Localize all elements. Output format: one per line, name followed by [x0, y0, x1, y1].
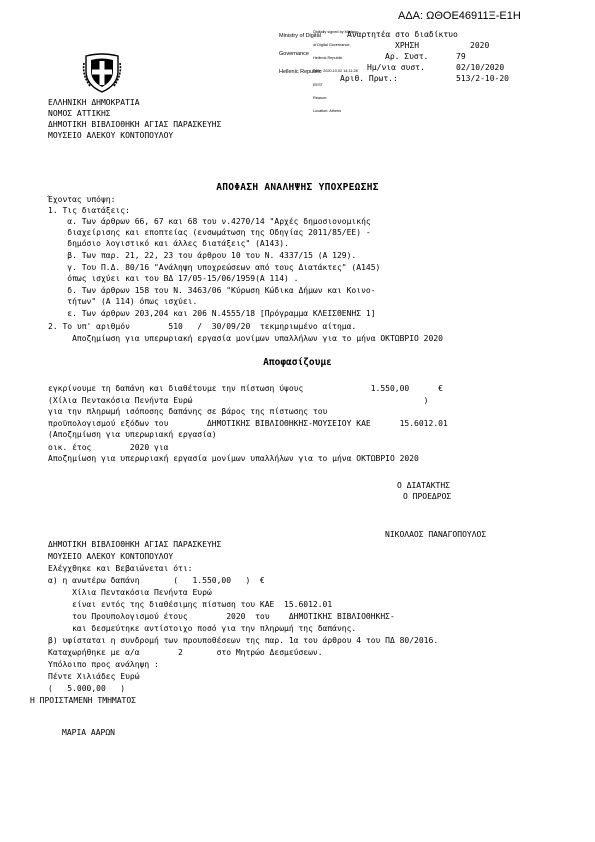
consideration-line: διαχείρισης και εποπτείας (ενσωμάτωση της Οδηγίας 2011/85/ΕΕ) -: [48, 228, 371, 237]
authority-line: Ο ΔΙΑΤΑΚΤΗΣ: [397, 481, 450, 490]
signature-detail: Location: Athens: [313, 109, 342, 114]
consideration-line: 2. Το υπ' αριθμόν 510 / 30/09/20 τεκμηριωμένο αίτημα.: [48, 322, 357, 331]
head-title: Η ΠΡΟΙΣΤΑΜΕΝΗ ΤΜΗΜΑΤΟΣ: [30, 696, 136, 705]
coat-of-arms-emblem: [82, 53, 122, 93]
verification-line: του Προυπολογισμού έτους 2020 του ΔΗΜΟΤΙΚΗΣ ΒΙΒΛΙΟΘΗΚΗΣ-: [48, 612, 395, 621]
consideration-line: α. Των άρθρων 66, 67 και 68 του ν.4270/14 "Αρχές δημοσιονομικής: [48, 217, 371, 226]
consideration-line: β. Των παρ. 21, 22, 23 του άρθρου 10 του Ν. 4337/15 (Α 129).: [48, 251, 357, 260]
signature-detail: Reason:: [313, 95, 328, 100]
decision-line: οικ. έτος 2020 για: [48, 443, 169, 452]
decision-line: εγκρίνουμε τη δαπάνη και διαθέτουμε την πίστωση ύψους 1.550,00 €: [48, 384, 443, 393]
ref-value: 79: [456, 52, 466, 61]
authority-line: Ο ΠΡΟΕΔΡΟΣ: [403, 492, 452, 501]
consideration-line: όπως ισχύει και του ΒΔ 17/05-15/06/1959(Α 114) .: [48, 274, 299, 283]
verification-line: Καταχωρήθηκε με α/α 2 στο Μητρώο Δεσμεύσεων.: [48, 648, 323, 657]
consideration-line: γ. Του Π.Δ. 80/16 "Ανάληψη υποχρεώσεων από τους Διατάκτες" (Α145): [48, 263, 381, 272]
document-title: ΑΠΟΦΑΣΗ ΑΝΑΛΗΨΗΣ ΥΠΟΧΡΕΩΣΗΣ: [216, 182, 379, 193]
issuer-line: ΔΗΜΟΤΙΚΗ ΒΙΒΛΙΟΘΗΚΗ ΑΓΙΑΣ ΠΑΡΑΣΚΕΥΗΣ: [48, 120, 222, 129]
decision-line: προϋπολογισμού εξόδων του ΔΗΜΟΤΙΚΗΣ ΒΙΒΛΙΟΘΗΚΗΣ-ΜΟΥΣΕΙΟΥ ΚΑΕ 15.6012.01: [48, 419, 448, 428]
signature-detail: Hellenic Republic: [313, 56, 343, 61]
protocol-label: Αριθ. Πρωτ.:: [340, 74, 398, 83]
decision-line: Αποζημίωση για υπερωριακή εργασία μονίμων υπαλλήλων για το μήνα ΟΚΤΩΒΡΙΟ 2020: [48, 454, 419, 463]
posted-note: Αναρτητέα στο διαδίκτυο: [347, 30, 458, 39]
signature-detail: of Digital Governance,: [313, 43, 351, 48]
verification-line: είναι εντός της διαθέσιμης πίστωση του ΚΑΕ 15.6012.01: [48, 600, 333, 609]
verification-line: και δεσμεύτηκε αντίστοιχο ποσό για την πληρωμή της δαπάνης.: [48, 624, 357, 633]
ref-label: Αρ. Συστ.: [385, 52, 429, 61]
head-name: ΜΑΡΙΑ ΑΑΡΩΝ: [62, 728, 115, 737]
verification-line: Υπόλοιπο προς ανάληψη :: [48, 660, 159, 669]
signature-detail: Digitally signed by Ministry: [313, 29, 358, 34]
verification-line: β) υφίσταται η συνδρομή των προυποθέσεων της παρ. 1α του άρθρου 4 του ΠΔ 80/2016.: [48, 636, 439, 645]
consideration-line: τήτων" (Α 114) όπως ισχύει.: [48, 297, 198, 306]
signature-line: Hellenic Republic: [279, 69, 322, 75]
consideration-line: δ. Των άρθρων 158 του Ν. 3463/06 "Κύρωση Κώδικα Δήμων και Κοινο-: [48, 286, 376, 295]
verification-line: Ελέγχθηκε και Βεβαιώνεται ότι:: [48, 564, 193, 573]
verification-line: ΔΗΜΟΤΙΚΗ ΒΙΒΛΙΟΘΗΚΗ ΑΓΙΑΣ ΠΑΡΑΣΚΕΥΗΣ: [48, 540, 222, 549]
decision-line: (Αποζημίωση για υπερωριακή εργασία): [48, 430, 217, 439]
signature-detail: Date: 2020.10.02 14:11:28: [313, 69, 358, 74]
year-label: ΧΡΗΣΗ: [395, 41, 420, 50]
consideration-line: 1. Τις διατάξεις:: [48, 206, 130, 215]
issuer-line: ΝΟΜΟΣ ΑΤΤΙΚΗΣ: [48, 109, 111, 118]
issuer-line: ΜΟΥΣΕΙΟ ΑΛΕΚΟΥ ΚΟΝΤΟΠΟΥΛΟΥ: [48, 131, 174, 140]
signature-line: Ministry of Digital: [279, 33, 321, 39]
consideration-line: Έχοντας υπόψη:: [48, 195, 116, 204]
consideration-line: Αποζημίωση για υπερωριακή εργασία μονίμων υπαλλήλων για το μήνα ΟΚΤΩΒΡΙΟ 2020: [48, 334, 443, 343]
signature-line: Governance: [279, 51, 309, 57]
verification-line: α) η ανωτέρω δαπάνη ( 1.550,00 ) €: [48, 576, 265, 585]
verification-line: ( 5.000,00 ): [48, 684, 126, 693]
date-label: Ημ/νια συστ.: [367, 63, 425, 72]
ada-code: ΑΔΑ: ΩΘΟΕ46911Ξ-Ε1Η: [398, 10, 521, 22]
signatory-name: ΝΙΚΟΛΑΟΣ ΠΑΝΑΓΟΠΟΥΛΟΣ: [385, 530, 487, 539]
decision-line: (Χίλια Πεντακόσια Πενήντα Ευρώ ): [48, 396, 429, 405]
decision-line: για την πληρωμή ισόποσης δαπάνης σε βάρος της πίστωσης του: [48, 407, 328, 416]
protocol-value: 513/2-10-20: [456, 74, 509, 83]
decision-heading: Αποφασίζουμε: [263, 357, 332, 368]
date-value: 02/10/2020: [456, 63, 505, 72]
consideration-line: ε. Των άρθρων 203,204 και 206 Ν.4555/18 [Πρόγραμμα ΚΛΕΙΣΘΕΝΗΣ 1]: [48, 309, 376, 318]
year-value: 2020: [470, 41, 490, 50]
consideration-line: δημόσιο λογιστικό και άλλες διατάξεις" (Α143).: [48, 239, 289, 248]
issuer-line: ΕΛΛΗΝΙΚΗ ΔΗΜΟΚΡΑΤΙΑ: [48, 98, 140, 107]
verification-line: Χίλια Πεντακόσια Πενήντα Ευρώ: [48, 588, 212, 597]
signature-detail: EEST: [313, 82, 323, 87]
verification-line: Πέντε Χιλιάδες Ευρώ: [48, 672, 140, 681]
verification-line: ΜΟΥΣΕΙΟ ΑΛΕΚΟΥ ΚΟΝΤΟΠΟΥΛΟΥ: [48, 552, 174, 561]
